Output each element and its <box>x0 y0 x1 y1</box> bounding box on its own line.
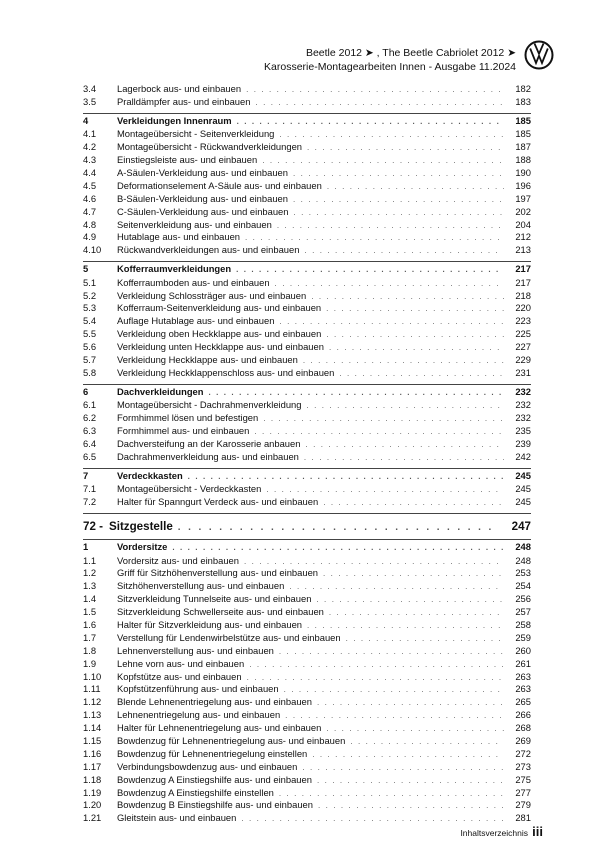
toc-entry-page: 232 <box>515 412 531 424</box>
toc-entry-title: Blende Lehnenentriegelung aus- und einbauen <box>117 696 312 708</box>
toc-entry-title: Kofferraumboden aus- und einbauen <box>117 276 270 288</box>
toc-entry-number: 1.18 <box>83 773 102 785</box>
toc-entry-number: 4.9 <box>83 231 97 243</box>
toc-entry[interactable] <box>83 735 531 748</box>
toc-entry[interactable] <box>83 645 531 658</box>
dot-leader <box>346 633 504 646</box>
toc-entry-number: 3.5 <box>83 95 97 107</box>
toc-entry-title: Lehne vorn aus- und einbauen <box>117 657 245 669</box>
toc-entry-number: 1.13 <box>83 709 102 721</box>
dot-leader <box>311 291 504 304</box>
toc-entry-page: 204 <box>515 218 531 230</box>
toc-entry[interactable] <box>83 302 531 315</box>
toc-entry-page: 248 <box>515 541 531 553</box>
dot-leader <box>289 581 504 594</box>
toc-entry-page: 254 <box>515 580 531 592</box>
toc-entry-title: Lehnenverstellung aus- und einbauen <box>117 644 274 656</box>
toc-entry-title: A-Säulen-Verkleidung aus- und einbauen <box>117 166 288 178</box>
toc-entry-number: 1.21 <box>83 812 102 824</box>
toc-entry-number: 1.8 <box>83 644 97 656</box>
toc-entry[interactable] <box>83 619 531 632</box>
toc-entry-page: 223 <box>515 315 531 327</box>
toc-entry[interactable] <box>83 244 531 257</box>
dot-leader <box>241 813 504 826</box>
toc-entry-number: 1.19 <box>83 786 102 798</box>
dot-leader <box>304 452 504 465</box>
toc-entry-title: Montageübersicht - Rückwandverkleidungen <box>117 141 303 153</box>
toc-entry-title: Lagerbock aus- und einbauen <box>117 83 242 94</box>
toc-entry-number: 6.1 <box>83 399 97 411</box>
toc-entry-page: 258 <box>515 619 531 630</box>
dot-leader <box>275 278 504 291</box>
toc-entry-title: Kopfstütze aus- und einbauen <box>117 670 242 682</box>
toc-entry-page: 269 <box>515 735 531 747</box>
toc-entry-number: 1.17 <box>83 760 102 772</box>
toc-entry-number: 5.8 <box>83 366 97 378</box>
toc-section-heading[interactable] <box>83 263 531 277</box>
toc-entry-title: C-Säulen-Verkleidung aus- und einbauen <box>117 205 289 217</box>
toc-entry[interactable] <box>83 315 531 328</box>
toc-entry-page: 239 <box>515 437 531 449</box>
toc-entry-page: 229 <box>515 354 531 366</box>
toc-entry-page: 231 <box>515 366 531 378</box>
dot-leader <box>326 723 504 736</box>
toc-entry-number: 1.5 <box>83 606 97 618</box>
dot-leader <box>279 646 504 659</box>
dot-leader <box>305 439 504 452</box>
toc-entry-title: Dachrahmenverkleidung aus- und einbauen <box>117 450 299 462</box>
toc-entry[interactable] <box>83 606 531 619</box>
toc-entry[interactable] <box>83 141 531 154</box>
toc-entry-page: 220 <box>515 302 531 314</box>
toc-entry-number: 5.7 <box>83 354 97 366</box>
toc-entry[interactable] <box>83 722 531 735</box>
footer-label: Inhaltsverzeichnis <box>460 828 528 838</box>
toc-entry-number: 5.6 <box>83 341 97 353</box>
toc-entry-number: 1.4 <box>83 593 97 605</box>
toc-entry[interactable] <box>83 451 531 464</box>
toc-entry-title: Verdeckkasten <box>117 469 183 481</box>
toc-section <box>83 261 531 380</box>
toc-entry[interactable] <box>83 567 531 580</box>
toc-entry-title: Sitzverkleidung Schwellerseite aus- und einbauen <box>117 606 324 618</box>
toc-entry-page: 185 <box>515 128 531 140</box>
toc-entry[interactable] <box>83 658 531 671</box>
toc-entry-page: 242 <box>515 450 531 462</box>
toc-entry[interactable] <box>83 328 531 341</box>
toc-entry-page: 185 <box>515 114 531 126</box>
toc-entry-number: 7.1 <box>83 483 97 495</box>
dot-leader <box>339 368 504 381</box>
toc-entry-title: Sitzverkleidung Tunnelseite aus- und einbauen <box>117 593 312 605</box>
toc-entry-number: 1.11 <box>83 683 101 695</box>
toc-entry[interactable] <box>83 206 531 219</box>
toc-entry[interactable] <box>83 277 531 290</box>
toc-entry-page: 253 <box>515 567 531 579</box>
toc-entry-number: 1.1 <box>83 554 97 566</box>
toc-entry[interactable] <box>83 180 531 193</box>
toc-entry[interactable] <box>83 438 531 451</box>
toc-entry-title: Kofferraum-Seitenverkleidung aus- und einbauen <box>117 302 322 314</box>
toc-entry-title: Bowdenzug A Einstiegshilfe aus- und einbauen <box>117 773 312 785</box>
toc-section <box>83 384 531 464</box>
toc-entry-number: 1.2 <box>83 567 97 579</box>
header-manual-title: Karosserie-Montagearbeiten Innen - Ausgabe 11.2024 <box>264 61 516 73</box>
toc-entry-number: 6.2 <box>83 412 97 424</box>
toc-entry-title: Hutablage aus- und einbauen <box>117 231 241 243</box>
toc-entry-number: 4.7 <box>83 205 97 217</box>
toc-entry[interactable] <box>83 787 531 800</box>
toc-entry[interactable] <box>83 671 531 684</box>
toc-entry-number: 4.5 <box>83 179 97 191</box>
toc-entry-page: 281 <box>515 812 531 824</box>
toc-section-heading[interactable] <box>83 470 531 484</box>
toc-entry-title: Montageübersicht - Verdeckkasten <box>117 483 262 495</box>
toc-entry[interactable] <box>83 167 531 180</box>
toc-entry[interactable] <box>83 748 531 761</box>
toc-entry[interactable] <box>83 290 531 303</box>
toc-entry-page: 279 <box>515 799 531 811</box>
dot-leader <box>307 142 504 155</box>
vw-logo-icon <box>524 40 554 70</box>
toc-entry[interactable] <box>83 219 531 232</box>
dot-leader <box>279 129 504 142</box>
toc-entry-page: 260 <box>515 644 531 656</box>
toc-entry-page: 268 <box>515 722 531 734</box>
toc-entry-number: 4.8 <box>83 218 97 230</box>
toc-entry-title: Verbindungsbowdenzug aus- und einbauen <box>117 760 298 772</box>
toc-entry-number: 4.6 <box>83 192 97 204</box>
toc-entry[interactable] <box>83 799 531 812</box>
dot-leader <box>255 97 504 110</box>
toc-entry-number: 5.4 <box>83 315 97 327</box>
toc-entry-page: 183 <box>515 95 531 107</box>
toc-entry[interactable] <box>83 96 531 109</box>
dot-leader <box>246 84 504 97</box>
toc-entry-number: 4.10 <box>83 244 102 256</box>
dot-leader <box>302 762 504 775</box>
toc-entry-title: Dachversteifung an der Karosserie anbauen <box>117 437 301 449</box>
toc-entry[interactable] <box>83 580 531 593</box>
toc-entry-title: Formhimmel aus- und einbauen <box>117 425 250 437</box>
toc-entry-title: Bowdenzug A Einstiegshilfe einstellen <box>117 786 274 798</box>
toc-entry-number: 6.3 <box>83 425 97 437</box>
toc-entry-number: 1.20 <box>83 799 102 811</box>
toc-entry-title: Montageübersicht - Seitenverkleidung <box>117 128 275 140</box>
toc-entry-number: 1.6 <box>83 619 97 630</box>
toc-entry-page: 232 <box>515 399 531 411</box>
toc-entry-number: 4.1 <box>83 128 97 140</box>
header-vehicle-line: Beetle 2012 ➤ , The Beetle Cabriolet 2012 ➤ <box>305 47 516 59</box>
toc-entry[interactable] <box>83 812 531 825</box>
toc-entry[interactable] <box>83 412 531 425</box>
dot-leader <box>263 413 504 426</box>
toc-entry-page: 213 <box>515 244 531 256</box>
table-of-contents <box>83 83 531 825</box>
toc-section <box>83 113 531 257</box>
toc-entry-number: 5.1 <box>83 276 97 288</box>
toc-chapter <box>83 513 531 825</box>
toc-entry-number: 1.16 <box>83 747 102 759</box>
dot-leader <box>306 400 504 413</box>
toc-entry-title: Pralldämpfer aus- und einbauen <box>117 95 251 107</box>
dot-leader <box>312 749 504 762</box>
toc-entry-page: 232 <box>515 385 531 397</box>
toc-section-heading[interactable] <box>83 386 531 400</box>
toc-entry-title: Kopfstützenführung aus- und einbauen <box>117 683 279 695</box>
toc-entry-number: 1.12 <box>83 696 102 708</box>
toc-entry-number: 6 <box>83 385 89 397</box>
toc-entry-page: 245 <box>515 483 531 495</box>
toc-entry-page: 218 <box>515 289 531 301</box>
dot-leader <box>304 245 504 258</box>
toc-entry-title: Halter für Lehnenentriegelung aus- und einbauen <box>117 722 322 734</box>
toc-entry-number: 1.10 <box>83 670 102 682</box>
toc-entry-number: 1 <box>83 541 89 553</box>
toc-entry-title: B-Säulen-Verkleidung aus- und einbauen <box>117 192 288 204</box>
toc-entry-page: 197 <box>515 192 531 204</box>
toc-entry[interactable] <box>83 555 531 568</box>
dot-leader <box>318 800 504 813</box>
toc-entry-number: 4.2 <box>83 141 97 153</box>
toc-entry-number: 5.5 <box>83 328 97 340</box>
toc-entry-page: 273 <box>515 760 531 772</box>
dot-leader <box>350 736 504 749</box>
toc-entry[interactable] <box>83 696 531 709</box>
dot-leader <box>323 497 504 510</box>
dot-leader <box>284 684 504 697</box>
toc-entry-number: 1.7 <box>83 631 97 643</box>
toc-entry-title: Montageübersicht - Dachrahmenverkleidung <box>117 399 302 411</box>
toc-entry[interactable] <box>83 154 531 167</box>
toc-entry-number: 4.4 <box>83 166 97 178</box>
toc-entry-title: Vordersitze <box>117 541 168 553</box>
toc-entry-title: Deformationselement A-Säule aus- und einbauen <box>117 179 322 191</box>
dot-leader <box>293 168 504 181</box>
toc-entry[interactable] <box>83 496 531 509</box>
dot-leader <box>188 471 504 484</box>
dot-leader <box>237 116 504 129</box>
dot-leader <box>326 329 504 342</box>
toc-entry-number: 6.5 <box>83 450 97 462</box>
dot-leader <box>293 207 504 220</box>
toc-entry[interactable] <box>83 193 531 206</box>
dot-leader <box>329 342 504 355</box>
toc-entry-number: 5.2 <box>83 289 97 301</box>
dot-leader <box>178 520 498 536</box>
toc-entry-page: 182 <box>515 83 531 94</box>
toc-entry-title: Vordersitz aus- und einbauen <box>117 554 239 566</box>
toc-entry-page: 261 <box>515 657 531 669</box>
toc-entry-title: Auflage Hutablage aus- und einbauen <box>117 315 275 327</box>
dot-leader <box>293 194 504 207</box>
page-header <box>0 0 600 80</box>
toc-entry[interactable] <box>83 774 531 787</box>
toc-entry-page: 263 <box>515 683 531 695</box>
dot-leader <box>317 697 504 710</box>
toc-entry-page: 272 <box>515 747 531 759</box>
toc-entry-page: 257 <box>515 606 531 618</box>
dot-leader <box>172 542 504 555</box>
toc-entry-number: 3.4 <box>83 83 97 94</box>
dot-leader <box>262 155 504 168</box>
toc-entry-title: Bowdenzug für Lehnenentriegelung einstellen <box>117 747 308 759</box>
toc-entry-title: Gleitstein aus- und einbauen <box>117 812 237 824</box>
toc-entry-page: 266 <box>515 709 531 721</box>
toc-entry-title: Verstellung für Lendenwirbelstütze aus- und einbauen <box>117 631 341 643</box>
toc-entry-title: Verkleidung Heckklappe aus- und einbauen <box>117 354 298 366</box>
toc-entry-page: 275 <box>515 773 531 785</box>
toc-entry-title: Verkleidung Schlossträger aus- und einbauen <box>117 289 307 301</box>
toc-entry-title: Sitzhöhenverstellung aus- und einbauen <box>117 580 285 592</box>
toc-section-heading[interactable] <box>83 541 531 555</box>
toc-entry-number: 1.14 <box>83 722 102 734</box>
toc-entry-title: Halter für Spanngurt Verdeck aus- und einbauen <box>117 496 319 508</box>
toc-entry-number: 5.3 <box>83 302 97 314</box>
toc-entry-page: 187 <box>515 141 531 153</box>
toc-entry[interactable] <box>83 83 531 96</box>
toc-entry-title: Rückwandverkleidungen aus- und einbauen <box>117 244 300 256</box>
toc-entry[interactable] <box>83 425 531 438</box>
toc-section <box>83 468 531 509</box>
toc-entry-page: 227 <box>515 341 531 353</box>
toc-entry-page: 212 <box>515 231 531 243</box>
toc-entry[interactable] <box>83 683 531 696</box>
toc-entry-title: Verkleidung Heckklappenschloss aus- und einbauen <box>117 366 335 378</box>
toc-entry-title: Bowdenzug für Lehnenentriegelung aus- und einbauen <box>117 735 346 747</box>
toc-entry-page: 245 <box>515 496 531 508</box>
toc-entry-number: 1.15 <box>83 735 102 747</box>
toc-entry-title: Einstiegsleiste aus- und einbauen <box>117 154 258 166</box>
toc-entry-title: Dachverkleidungen <box>117 385 204 397</box>
dot-leader <box>326 303 504 316</box>
toc-section <box>83 83 531 109</box>
dot-leader <box>277 220 504 233</box>
toc-entry-title: Verkleidung oben Heckklappe aus- und einbauen <box>117 328 322 340</box>
toc-entry-number: 1.3 <box>83 580 97 592</box>
toc-entry-page: 217 <box>515 263 531 275</box>
toc-entry[interactable] <box>83 632 531 645</box>
toc-entry-title: Bowdenzug B Einstiegshilfe aus- und einbauen <box>117 799 313 811</box>
dot-leader <box>323 568 504 581</box>
toc-entry[interactable] <box>83 354 531 367</box>
toc-entry-page: 202 <box>515 205 531 217</box>
toc-entry-page: 277 <box>515 786 531 798</box>
toc-entry-page: 235 <box>515 425 531 437</box>
toc-entry-number: 5 <box>83 263 89 275</box>
toc-entry[interactable] <box>83 128 531 141</box>
page-number: iii <box>532 824 543 839</box>
toc-entry-number: 7.2 <box>83 496 97 508</box>
toc-section <box>83 539 531 825</box>
dot-leader <box>236 264 504 277</box>
toc-entry-title: Kofferraumverkleidungen <box>117 263 232 275</box>
dot-leader <box>329 607 504 620</box>
toc-entry[interactable] <box>83 231 531 244</box>
toc-entry-title: Verkleidungen Innenraum <box>117 114 232 126</box>
toc-entry[interactable] <box>83 761 531 774</box>
toc-entry-page: 190 <box>515 166 531 178</box>
toc-entry-page: 248 <box>515 554 531 566</box>
dot-leader <box>327 181 504 194</box>
toc-entry-page: 225 <box>515 328 531 340</box>
toc-entry-page: 256 <box>515 593 531 605</box>
toc-entry-title: Griff für Sitzhöhenverstellung aus- und einbauen <box>117 567 318 579</box>
toc-entry-title: Verkleidung unten Heckklappe aus- und einbauen <box>117 341 324 353</box>
toc-entry-page: 245 <box>515 469 531 481</box>
toc-entry-title: Sitzgestelle <box>108 520 173 534</box>
toc-entry-page: 265 <box>515 696 531 708</box>
toc-entry-number: 4 <box>83 114 89 126</box>
toc-chapter-heading[interactable] <box>83 519 531 535</box>
toc-entry[interactable] <box>83 399 531 412</box>
toc-entry-page: 259 <box>515 631 531 643</box>
toc-entry-number: 6.4 <box>83 437 97 449</box>
toc-entry-title: Seitenverkleidung aus- und einbauen <box>117 218 272 230</box>
toc-entry-page: 263 <box>515 670 531 682</box>
toc-entry-page: 196 <box>515 179 531 191</box>
dot-leader <box>209 387 505 400</box>
toc-section-heading[interactable] <box>83 115 531 129</box>
toc-entry-title: Lehnenentriegelung aus- und einbauen <box>117 709 281 721</box>
toc-entry-number: 7 <box>83 469 89 481</box>
dot-leader <box>317 775 504 788</box>
toc-entry-page: 247 <box>511 520 531 534</box>
toc-entry-number: 4.3 <box>83 154 97 166</box>
toc-entry-number: 72 - <box>83 520 103 534</box>
toc-entry[interactable] <box>83 341 531 354</box>
toc-entry[interactable] <box>83 709 531 722</box>
toc-entry-title: Halter für Sitzverkleidung aus- und einbauen <box>117 619 303 630</box>
toc-entry-page: 188 <box>515 154 531 166</box>
toc-entry[interactable] <box>83 593 531 606</box>
toc-entry[interactable] <box>83 483 531 496</box>
dot-leader <box>316 594 504 607</box>
dot-leader <box>249 659 504 672</box>
toc-entry-number: 1.9 <box>83 657 97 669</box>
toc-entry[interactable] <box>83 367 531 380</box>
dot-leader <box>247 672 504 685</box>
toc-entry-title: Formhimmel lösen und befestigen <box>117 412 259 424</box>
toc-entry-page: 217 <box>515 276 531 288</box>
